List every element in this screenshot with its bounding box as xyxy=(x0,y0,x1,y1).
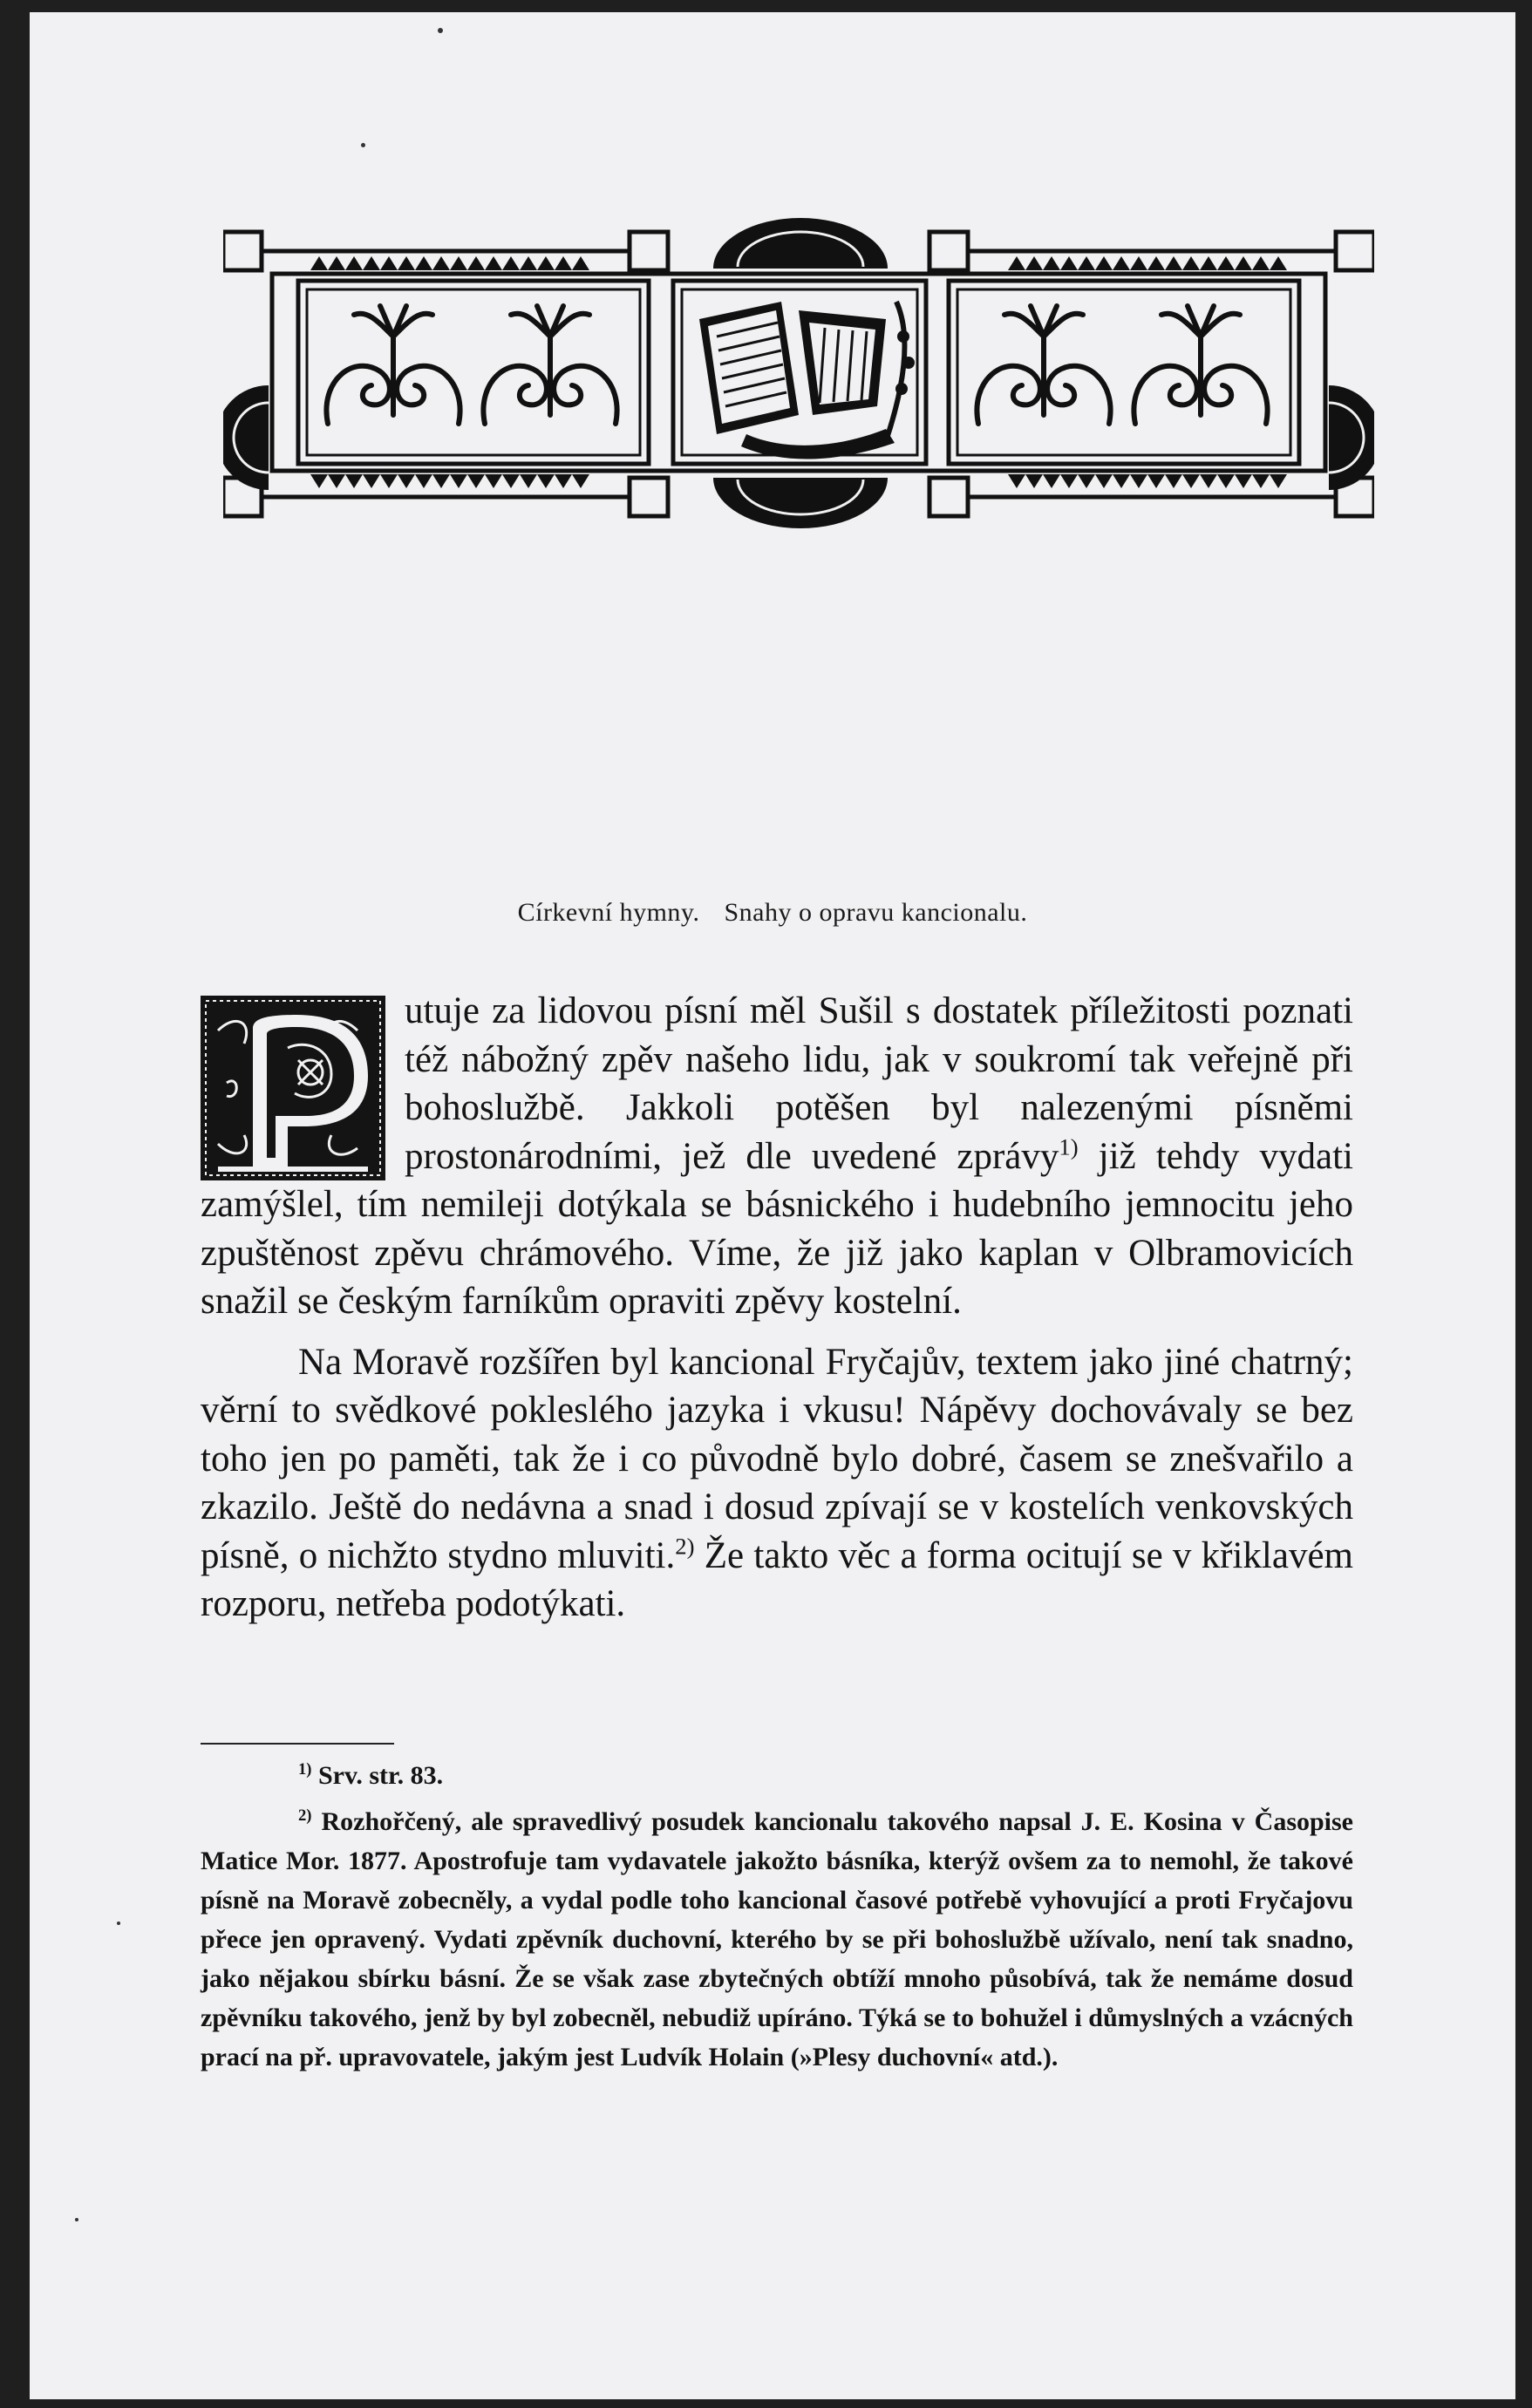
headpiece-ornament-icon xyxy=(223,206,1374,537)
book-page xyxy=(30,12,1515,2399)
scan-speck xyxy=(75,2218,78,2221)
paragraph-1-text-b: již tehdy vydati zamýšlel, tím nemileji dotýkala se básnického i hudebního jemnocitu jeho zpuštěnost zpěvu chrámového. Víme, že již jako kaplan v Olbramovicích snažil se českým farníkům opraviti zpěvy kostelní. xyxy=(201,1135,1353,1322)
paragraph-2-text-b: Že takto věc a forma ocitují se v křiklavém rozporu, netřeba podotýkati. xyxy=(201,1534,1353,1624)
paragraph-2-text-a: Na Moravě rozšířen byl kancional Fryčajův, textem jako jiné chatrný; věrní to svědkové pokleslého jazyka i vkusu! Nápěvy dochovávaly se bez toho jen po paměti, tak že i co původně bylo dobré, časem se znešvařilo a zkazilo. Ještě do nedávna a snad i dosud zpívají se v kostelích venkovských písně, o nichžto stydno mluviti. xyxy=(201,1341,1353,1576)
chapter-title xyxy=(30,898,1515,928)
footnote-ref-2: 2) xyxy=(675,1533,695,1560)
footnote-1-mark: 1) xyxy=(298,1760,312,1779)
dropcap-p-icon xyxy=(201,996,385,1180)
footnote-2-mark: 2) xyxy=(298,1806,312,1825)
paragraph-1 xyxy=(201,987,1353,1326)
scan-speck xyxy=(117,1922,120,1925)
chapter-title-part2: Snahy o opravu kancionalu. xyxy=(724,898,1028,927)
footnote-2-text: Rozhořčený, ale spravedlivý posudek kancionalu takového napsal J. E. Kosina v Časopise Matice Mor. 1877. Apostrofuje tam vydavatele jakožto básníka, kterýž ovšem za to nemohl, že takové písně na Moravě zobecněly, a vydal podle toho kancional časové potřebě vyhovující a proti Fryčajovu přece jen opravený. Vydati zpěvník duchovní, kterého by se při bohoslužbě užívalo, není tak snadno, jako nějakou sbírku básní. Že se však zase zbytečných obtíží mnoho působívá, tak že nemáme dosud zpěvníku takového, jenž by byl zobecněl, nebudiž upíráno. Týká se to bohužel i důmyslných a vzácných prací na př. upravovatele, jakým jest Ludvík Holain (»Plesy duchovní« atd.). xyxy=(201,1807,1353,2071)
footnote-1-text: Srv. str. 83. xyxy=(311,1761,444,1790)
chapter-title-part1: Církevní hymny. xyxy=(517,898,700,927)
scan-speck xyxy=(438,28,443,33)
footnotes xyxy=(201,1756,1353,2077)
footnote-ref-1: 1) xyxy=(1059,1133,1079,1160)
footnote-rule xyxy=(201,1743,394,1745)
body-text xyxy=(201,987,1353,1629)
footnote-1 xyxy=(201,1756,1353,1795)
paragraph-1-text-a: utuje za lidovou písní měl Sušil s dostatek příležitosti poznati též nábožný zpěv našeho lidu, jak v soukromí tak veřejně při bohoslužbě. Jakkoli potěšen byl nalezenými písněmi prostonárodními, jež dle uvedené zprávy xyxy=(405,990,1353,1177)
paragraph-2 xyxy=(201,1338,1353,1629)
footnote-2 xyxy=(201,1802,1353,2077)
scan-speck xyxy=(361,143,365,147)
